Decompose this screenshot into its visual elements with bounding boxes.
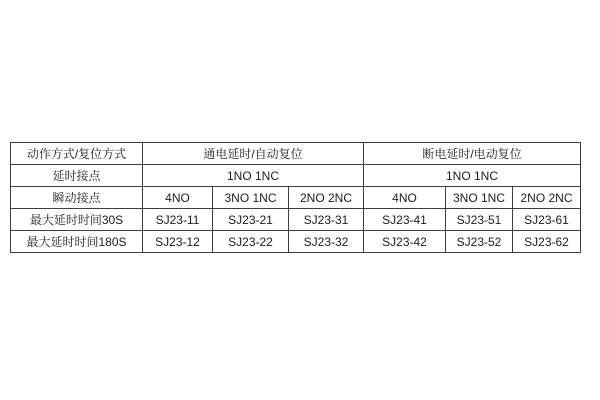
model-number-cell: SJ23-11: [143, 209, 213, 231]
instant-contact-cell: 3NO 1NC: [213, 187, 289, 209]
model-number-cell: SJ23-41: [364, 209, 446, 231]
instant-contact-cell: 2NO 2NC: [513, 187, 581, 209]
max-delay-180s-label: 最大延时时间180S: [11, 231, 143, 253]
instant-contact-cell: 3NO 1NC: [446, 187, 513, 209]
instant-contact-cell: 4NO: [143, 187, 213, 209]
group-header-power-off-delay: 断电延时/电动复位: [364, 143, 581, 165]
model-number-cell: SJ23-61: [513, 209, 581, 231]
table-row-action-mode: [11, 143, 581, 165]
max-delay-30s-label: 最大延时时间30S: [11, 209, 143, 231]
model-number-cell: SJ23-22: [213, 231, 289, 253]
model-number-cell: SJ23-21: [213, 209, 289, 231]
instant-contact-cell: 4NO: [364, 187, 446, 209]
table-row-max-delay-180s: [11, 231, 581, 253]
relay-model-selection-table: [10, 142, 581, 253]
instant-contact-cell: 2NO 2NC: [289, 187, 364, 209]
table-row-delay-contact: [11, 165, 581, 187]
delay-contact-label: 延时接点: [11, 165, 143, 187]
delay-contact-group2-value: 1NO 1NC: [364, 165, 581, 187]
model-number-cell: SJ23-31: [289, 209, 364, 231]
delay-contact-group1-value: 1NO 1NC: [143, 165, 364, 187]
table-row-max-delay-30s: [11, 209, 581, 231]
model-number-cell: SJ23-62: [513, 231, 581, 253]
model-number-cell: SJ23-32: [289, 231, 364, 253]
instant-contact-label: 瞬动接点: [11, 187, 143, 209]
model-number-cell: SJ23-42: [364, 231, 446, 253]
model-number-cell: SJ23-12: [143, 231, 213, 253]
action-mode-label: 动作方式/复位方式: [11, 143, 143, 165]
model-number-cell: SJ23-51: [446, 209, 513, 231]
table-row-instant-contact: [11, 187, 581, 209]
model-number-cell: SJ23-52: [446, 231, 513, 253]
group-header-power-on-delay: 通电延时/自动复位: [143, 143, 364, 165]
